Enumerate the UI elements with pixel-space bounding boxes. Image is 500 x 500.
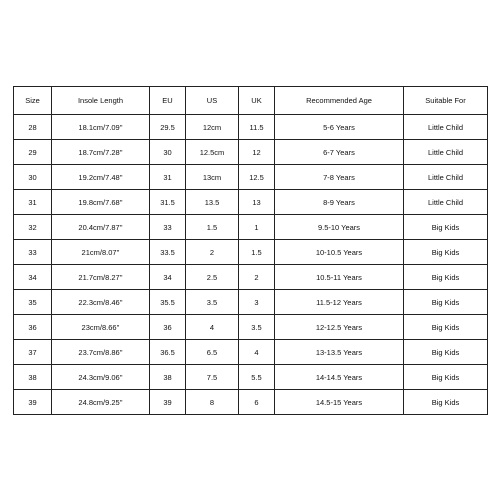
table-row — [14, 365, 488, 390]
cell-size: 31 — [14, 190, 52, 215]
cell-suitable-for: Big Kids — [404, 315, 488, 340]
cell-size: 39 — [14, 390, 52, 415]
cell-insole-length: 19.8cm/7.68'' — [52, 190, 150, 215]
header-uk: UK — [239, 87, 275, 115]
cell-uk: 1.5 — [239, 240, 275, 265]
header-insole-length: Insole Length — [52, 87, 150, 115]
cell-eu: 35.5 — [150, 290, 186, 315]
header-eu: EU — [150, 87, 186, 115]
cell-size: 32 — [14, 215, 52, 240]
cell-uk: 1 — [239, 215, 275, 240]
cell-size: 38 — [14, 365, 52, 390]
header-suitable-for: Suitable For — [404, 87, 488, 115]
cell-size: 29 — [14, 140, 52, 165]
cell-uk: 2 — [239, 265, 275, 290]
cell-eu: 36.5 — [150, 340, 186, 365]
cell-us: 7.5 — [186, 365, 239, 390]
cell-insole-length: 24.3cm/9.06'' — [52, 365, 150, 390]
cell-uk: 12.5 — [239, 165, 275, 190]
cell-recommended-age: 10-10.5 Years — [275, 240, 404, 265]
table-row — [14, 390, 488, 415]
cell-recommended-age: 12-12.5 Years — [275, 315, 404, 340]
cell-uk: 6 — [239, 390, 275, 415]
cell-uk: 12 — [239, 140, 275, 165]
cell-recommended-age: 11.5-12 Years — [275, 290, 404, 315]
cell-uk: 13 — [239, 190, 275, 215]
cell-suitable-for: Little Child — [404, 190, 488, 215]
cell-eu: 34 — [150, 265, 186, 290]
cell-suitable-for: Little Child — [404, 115, 488, 140]
cell-suitable-for: Big Kids — [404, 240, 488, 265]
cell-size: 35 — [14, 290, 52, 315]
cell-size: 33 — [14, 240, 52, 265]
cell-us: 13cm — [186, 165, 239, 190]
table-row — [14, 115, 488, 140]
cell-size: 28 — [14, 115, 52, 140]
table-row — [14, 340, 488, 365]
cell-suitable-for: Big Kids — [404, 340, 488, 365]
cell-eu: 36 — [150, 315, 186, 340]
cell-us: 2.5 — [186, 265, 239, 290]
cell-size: 34 — [14, 265, 52, 290]
cell-insole-length: 18.7cm/7.28'' — [52, 140, 150, 165]
cell-suitable-for: Little Child — [404, 165, 488, 190]
cell-insole-length: 19.2cm/7.48'' — [52, 165, 150, 190]
cell-insole-length: 18.1cm/7.09'' — [52, 115, 150, 140]
size-chart-table — [13, 86, 488, 415]
cell-size: 36 — [14, 315, 52, 340]
cell-suitable-for: Big Kids — [404, 390, 488, 415]
cell-insole-length: 22.3cm/8.46'' — [52, 290, 150, 315]
table-row — [14, 190, 488, 215]
cell-uk: 5.5 — [239, 365, 275, 390]
cell-eu: 39 — [150, 390, 186, 415]
table-row — [14, 140, 488, 165]
cell-uk: 4 — [239, 340, 275, 365]
header-recommended-age: Recommended Age — [275, 87, 404, 115]
cell-us: 1.5 — [186, 215, 239, 240]
cell-recommended-age: 8-9 Years — [275, 190, 404, 215]
cell-suitable-for: Big Kids — [404, 215, 488, 240]
cell-recommended-age: 14.5-15 Years — [275, 390, 404, 415]
cell-recommended-age: 5-6 Years — [275, 115, 404, 140]
cell-recommended-age: 13-13.5 Years — [275, 340, 404, 365]
cell-eu: 33 — [150, 215, 186, 240]
cell-insole-length: 21.7cm/8.27'' — [52, 265, 150, 290]
cell-eu: 33.5 — [150, 240, 186, 265]
table-row — [14, 290, 488, 315]
cell-us: 13.5 — [186, 190, 239, 215]
table-row — [14, 165, 488, 190]
cell-insole-length: 23cm/8.66'' — [52, 315, 150, 340]
cell-insole-length: 21cm/8.07'' — [52, 240, 150, 265]
cell-recommended-age: 10.5-11 Years — [275, 265, 404, 290]
cell-size: 37 — [14, 340, 52, 365]
cell-recommended-age: 14-14.5 Years — [275, 365, 404, 390]
cell-us: 2 — [186, 240, 239, 265]
cell-eu: 30 — [150, 140, 186, 165]
cell-insole-length: 23.7cm/8.86'' — [52, 340, 150, 365]
cell-recommended-age: 9.5-10 Years — [275, 215, 404, 240]
table-header — [14, 87, 488, 115]
table-row — [14, 315, 488, 340]
cell-size: 30 — [14, 165, 52, 190]
cell-us: 6.5 — [186, 340, 239, 365]
cell-eu: 31.5 — [150, 190, 186, 215]
table-row — [14, 240, 488, 265]
cell-uk: 11.5 — [239, 115, 275, 140]
cell-eu: 38 — [150, 365, 186, 390]
cell-uk: 3.5 — [239, 315, 275, 340]
cell-us: 4 — [186, 315, 239, 340]
header-us: US — [186, 87, 239, 115]
table-body — [14, 115, 488, 415]
cell-eu: 29.5 — [150, 115, 186, 140]
cell-us: 12cm — [186, 115, 239, 140]
header-row — [14, 87, 488, 115]
cell-suitable-for: Big Kids — [404, 265, 488, 290]
cell-eu: 31 — [150, 165, 186, 190]
cell-us: 3.5 — [186, 290, 239, 315]
cell-insole-length: 24.8cm/9.25'' — [52, 390, 150, 415]
table-row — [14, 215, 488, 240]
cell-recommended-age: 7-8 Years — [275, 165, 404, 190]
cell-us: 8 — [186, 390, 239, 415]
cell-suitable-for: Little Child — [404, 140, 488, 165]
cell-uk: 3 — [239, 290, 275, 315]
table-row — [14, 265, 488, 290]
cell-suitable-for: Big Kids — [404, 365, 488, 390]
cell-insole-length: 20.4cm/7.87'' — [52, 215, 150, 240]
cell-us: 12.5cm — [186, 140, 239, 165]
header-size: Size — [14, 87, 52, 115]
cell-recommended-age: 6-7 Years — [275, 140, 404, 165]
cell-suitable-for: Big Kids — [404, 290, 488, 315]
